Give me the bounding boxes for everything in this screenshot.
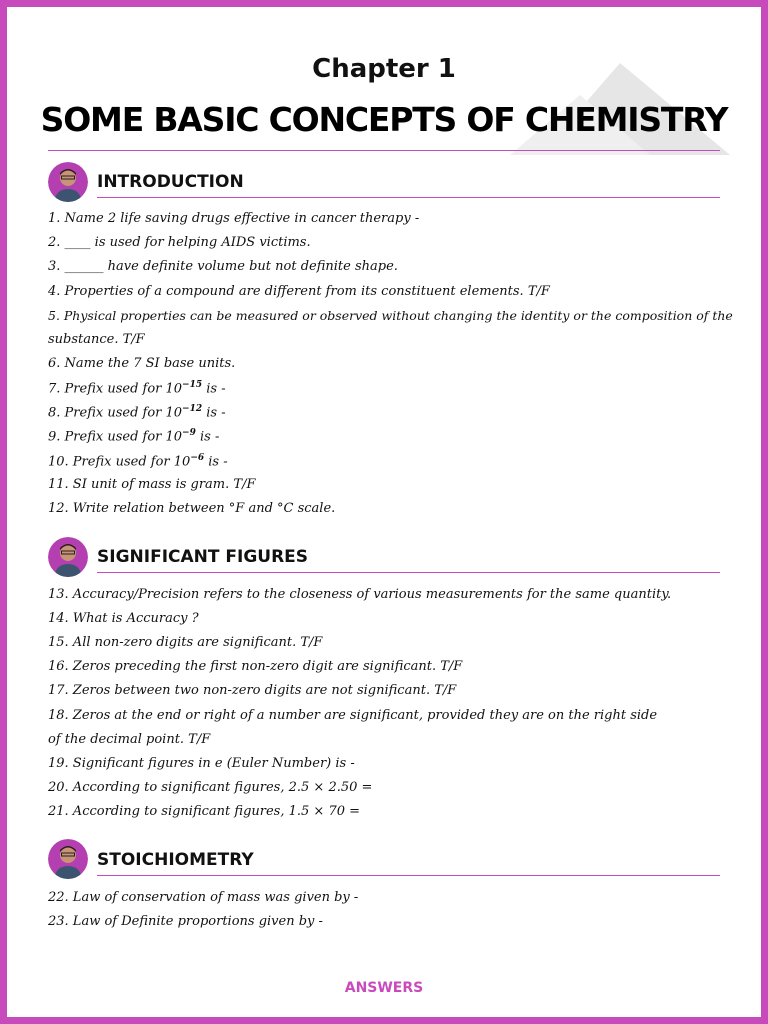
question-17: 17. Zeros between two non-zero digits are not significant. T/F: [48, 683, 457, 698]
avatar: [48, 839, 88, 879]
answers-link[interactable]: ANSWERS: [344, 980, 424, 996]
question-14: 14. What is Accuracy ?: [48, 611, 199, 626]
question-9: 9. Prefix used for $10^{-9}$ is -: [48, 428, 220, 445]
section-heading: STOICHIOMETRY: [97, 850, 254, 870]
question-6: 6. Name the 7 SI base units.: [48, 356, 236, 371]
question-5: 5. Physical properties can be measured or observed without changing the identity or the composition of the: [48, 308, 733, 323]
question-1: 1. Name 2 life saving drugs effective in cancer therapy -: [48, 211, 420, 226]
question-11: 11. SI unit of mass is gram. T/F: [48, 477, 256, 492]
chapter-title: SOME BASIC CONCEPTS OF CHEMISTRY: [40, 100, 728, 139]
question-16: 16. Zeros preceding the first non-zero digit are significant. T/F: [48, 659, 463, 674]
question-18-continued: of the decimal point. T/F: [48, 732, 211, 747]
question-19: 19. Significant figures in e (Euler Number) is -: [48, 756, 355, 771]
question-4: 4. Properties of a compound are different from its constituent elements. T/F: [48, 284, 550, 299]
question-23: 23. Law of Definite proportions given by -: [48, 914, 323, 929]
question-5-continued: substance. T/F: [48, 332, 145, 347]
avatar: [48, 537, 88, 577]
question-12: 12. Write relation between °F and °C scale.: [48, 501, 336, 516]
section-divider: [97, 572, 720, 573]
title-divider: [48, 150, 720, 151]
question-20: 20. According to significant figures, 2.5 × 2.50 =: [48, 780, 373, 795]
question-2: 2. ____ is used for helping AIDS victims.: [48, 235, 311, 250]
section-heading: INTRODUCTION: [97, 172, 244, 192]
section-divider: [97, 197, 720, 198]
question-10: 10. Prefix used for $10^{-6}$ is -: [48, 453, 228, 470]
avatar: [48, 162, 88, 202]
question-18: 18. Zeros at the end or right of a number are significant, provided they are on the right side: [48, 708, 658, 723]
question-21: 21. According to significant figures, 1.5 × 70 =: [48, 804, 361, 819]
chapter-label: Chapter 1: [312, 54, 456, 84]
question-15: 15. All non-zero digits are significant. T/F: [48, 635, 323, 650]
question-7: 7. Prefix used for $10^{-15}$ is -: [48, 380, 226, 397]
question-22: 22. Law of conservation of mass was given by -: [48, 890, 359, 905]
question-8: 8. Prefix used for $10^{-12}$ is -: [48, 404, 226, 421]
section-heading: SIGNIFICANT FIGURES: [97, 547, 309, 567]
question-13: 13. Accuracy/Precision refers to the closeness of various measurements for the same quantity.: [48, 587, 672, 602]
question-3: 3. ______ have definite volume but not definite shape.: [48, 259, 398, 274]
section-divider: [97, 875, 720, 876]
